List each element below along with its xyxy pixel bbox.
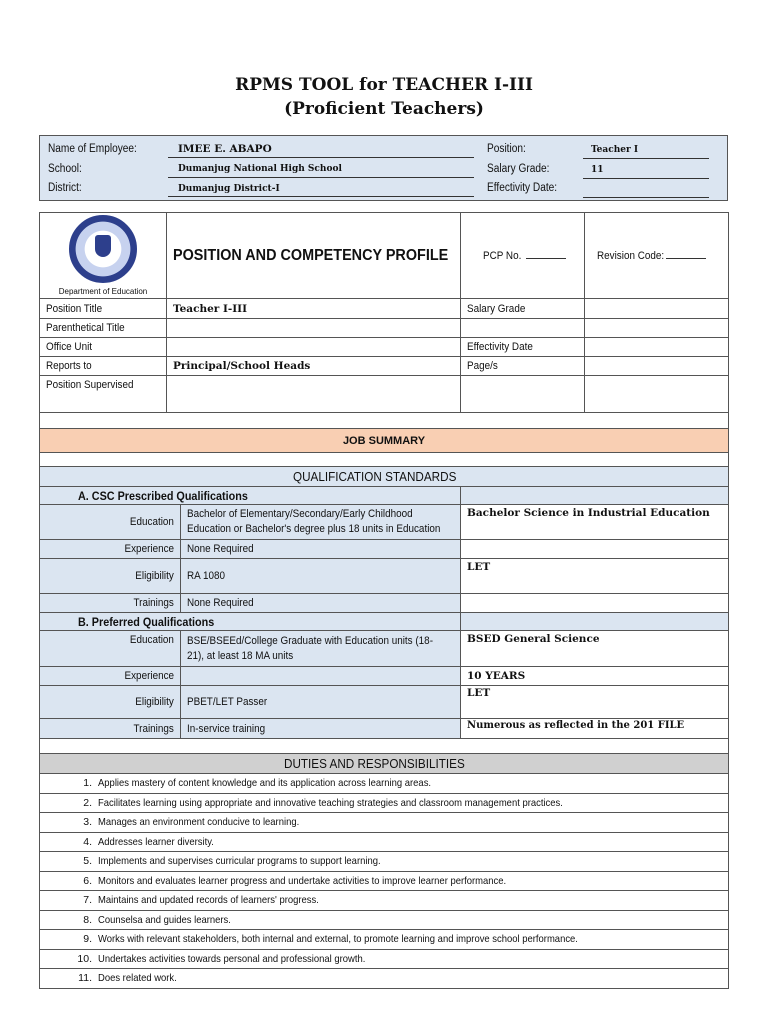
csc-eligibility-label: Eligibility <box>135 570 174 582</box>
csc-experience-req: None Required <box>187 543 254 555</box>
csc-eligibility-req: RA 1080 <box>187 570 225 582</box>
name-line <box>168 157 474 158</box>
pcp-label: PCP No. <box>483 249 522 262</box>
profile-heading-cell <box>167 213 461 299</box>
duty-text: Monitors and evaluates learner progress and undertake activities to improve learner performance. <box>98 874 507 887</box>
duty-text: Counselsa and guides learners. <box>98 913 231 926</box>
duty-number: 7. <box>83 894 92 907</box>
duty-number: 4. <box>83 835 92 848</box>
duty-row <box>40 832 729 852</box>
effectivity-date-label: Effectivity Date <box>467 341 533 353</box>
deped-logo-cell <box>40 213 167 299</box>
preferred-eligibility-label: Eligibility <box>135 696 174 708</box>
salary-label: Salary Grade: <box>487 163 550 175</box>
duty-row <box>40 871 729 891</box>
duty-number: 1. <box>83 777 92 790</box>
preferred-trainings-req: In-service training <box>187 722 266 735</box>
position-title-label-cell <box>40 299 167 319</box>
parenthetical-title-label: Parenthetical Title <box>46 322 125 334</box>
duty-number: 10. <box>77 952 92 965</box>
csc-education-label: Education <box>129 516 174 528</box>
preferred-eligibility-value: LET <box>467 687 491 699</box>
duty-number: 2. <box>83 796 92 809</box>
csc-education-req-2: Education or Bachelor's degree plus 18 units in Education <box>187 523 441 535</box>
parenthetical-title-value <box>167 319 461 338</box>
profile-heading-row <box>40 213 729 299</box>
preferred-eligibility-req: PBET/LET Passer <box>187 696 268 708</box>
position-value: Teacher I <box>591 145 639 155</box>
duty-number: 5. <box>83 855 92 868</box>
duty-row <box>40 910 729 930</box>
duty-row <box>40 930 729 950</box>
preferred-experience-label: Experience <box>124 670 174 682</box>
pcp-cell <box>461 213 585 299</box>
position-label: Position: <box>487 143 526 155</box>
effectivity-label: Effectivity Date: <box>487 182 558 194</box>
duty-text: Maintains and updated records of learners' progress. <box>98 894 319 907</box>
revision-line <box>666 258 706 259</box>
preferred-trainings-value: Numerous as reflected in the 201 FILE <box>467 720 685 731</box>
duties-heading: DUTIES AND RESPONSIBILITIES <box>283 756 465 771</box>
school-value: Dumanjug National High School <box>178 164 342 174</box>
school-line <box>168 177 474 178</box>
district-value: Dumanjug District-I <box>178 184 280 194</box>
duty-number: 11. <box>78 972 92 985</box>
position-supervised-label: Position Supervised <box>46 379 134 391</box>
csc-trainings-label: Trainings <box>133 597 174 609</box>
duty-text: Does related work. <box>98 972 177 985</box>
job-summary-heading: JOB SUMMARY <box>40 429 729 453</box>
preferred-trainings-label: Trainings <box>133 722 174 735</box>
csc-experience-value <box>461 540 729 559</box>
csc-trainings-req: None Required <box>187 597 254 609</box>
revision-label: Revision Code: <box>597 249 665 262</box>
preferred-experience-req <box>181 667 461 686</box>
duty-row <box>40 969 729 989</box>
duty-text: Addresses learner diversity. <box>98 835 214 848</box>
duty-row <box>40 891 729 911</box>
deped-seal-icon <box>69 215 137 283</box>
duty-text: Facilitates learning using appropriate and innovative teaching strategies and classroom management practices. <box>98 796 563 809</box>
csc-eligibility-value: LET <box>467 561 491 573</box>
position-line <box>583 158 709 159</box>
position-title-value: Teacher I-III <box>173 302 247 315</box>
duty-number: 6. <box>83 874 92 887</box>
preferred-heading: B. Preferred Qualifications <box>78 614 215 629</box>
duty-text: Applies mastery of content knowledge and its application across learning areas. <box>98 777 432 790</box>
name-label: Name of Employee: <box>48 143 137 155</box>
duty-row <box>40 813 729 833</box>
duty-number: 8. <box>83 913 92 926</box>
revision-cell <box>585 213 729 299</box>
duty-text: Undertakes activities towards personal and professional growth. <box>98 952 366 965</box>
position-title-label: Position Title <box>46 302 103 315</box>
preferred-experience-value: 10 YEARS <box>467 670 526 682</box>
csc-heading: A. CSC Prescribed Qualifications <box>78 488 248 503</box>
duty-row <box>40 774 729 794</box>
profile-heading: POSITION AND COMPETENCY PROFILE <box>173 246 449 264</box>
competency-profile-table <box>39 212 729 989</box>
salary-value: 11 <box>591 165 604 175</box>
duty-row <box>40 852 729 872</box>
pages-label: Page/s <box>467 360 498 372</box>
office-unit-value <box>167 338 461 357</box>
duty-row <box>40 793 729 813</box>
duty-text: Implements and supervises curricular programs to support learning. <box>98 855 381 868</box>
pcp-line <box>526 258 566 259</box>
duty-number: 3. <box>83 816 92 829</box>
employee-header <box>39 135 728 201</box>
preferred-education-req-1: BSE/BSEEd/College Graduate with Education units (18- <box>187 634 433 647</box>
reports-to-value: Principal/School Heads <box>173 360 311 372</box>
salary-line <box>583 178 709 179</box>
doc-title: RPMS TOOL for TEACHER I-III <box>235 75 533 95</box>
qualification-standards-heading: QUALIFICATION STANDARDS <box>293 469 457 484</box>
preferred-education-value: BSED General Science <box>467 633 600 645</box>
duty-number: 9. <box>83 933 92 946</box>
district-label: District: <box>48 182 82 194</box>
csc-experience-label: Experience <box>124 543 174 555</box>
csc-education-value: Bachelor Science in Industrial Education <box>467 507 710 519</box>
salary-grade-value <box>585 299 729 319</box>
doc-subtitle: (Proficient Teachers) <box>284 99 484 119</box>
district-line <box>168 196 474 197</box>
duties-list <box>40 774 729 989</box>
effectivity-line <box>583 197 709 198</box>
csc-trainings-value <box>461 594 729 613</box>
csc-education-req-1: Bachelor of Elementary/Secondary/Early Childhood <box>187 508 413 520</box>
duty-text: Works with relevant stakeholders, both internal and external, to promote learning and improve school performance. <box>98 933 578 946</box>
duty-row <box>40 949 729 969</box>
dept-label: Department of Education <box>58 287 148 296</box>
name-value: IMEE E. ABAPO <box>178 143 272 155</box>
reports-to-label: Reports to <box>46 360 92 372</box>
salary-grade-label: Salary Grade <box>467 302 526 315</box>
preferred-education-label: Education <box>129 634 174 646</box>
duty-text: Manages an environment conducive to learning. <box>98 816 300 829</box>
school-label: School: <box>48 163 82 175</box>
preferred-education-req-2: 21), at least 18 MA units <box>187 649 294 662</box>
office-unit-label: Office Unit <box>46 341 93 353</box>
